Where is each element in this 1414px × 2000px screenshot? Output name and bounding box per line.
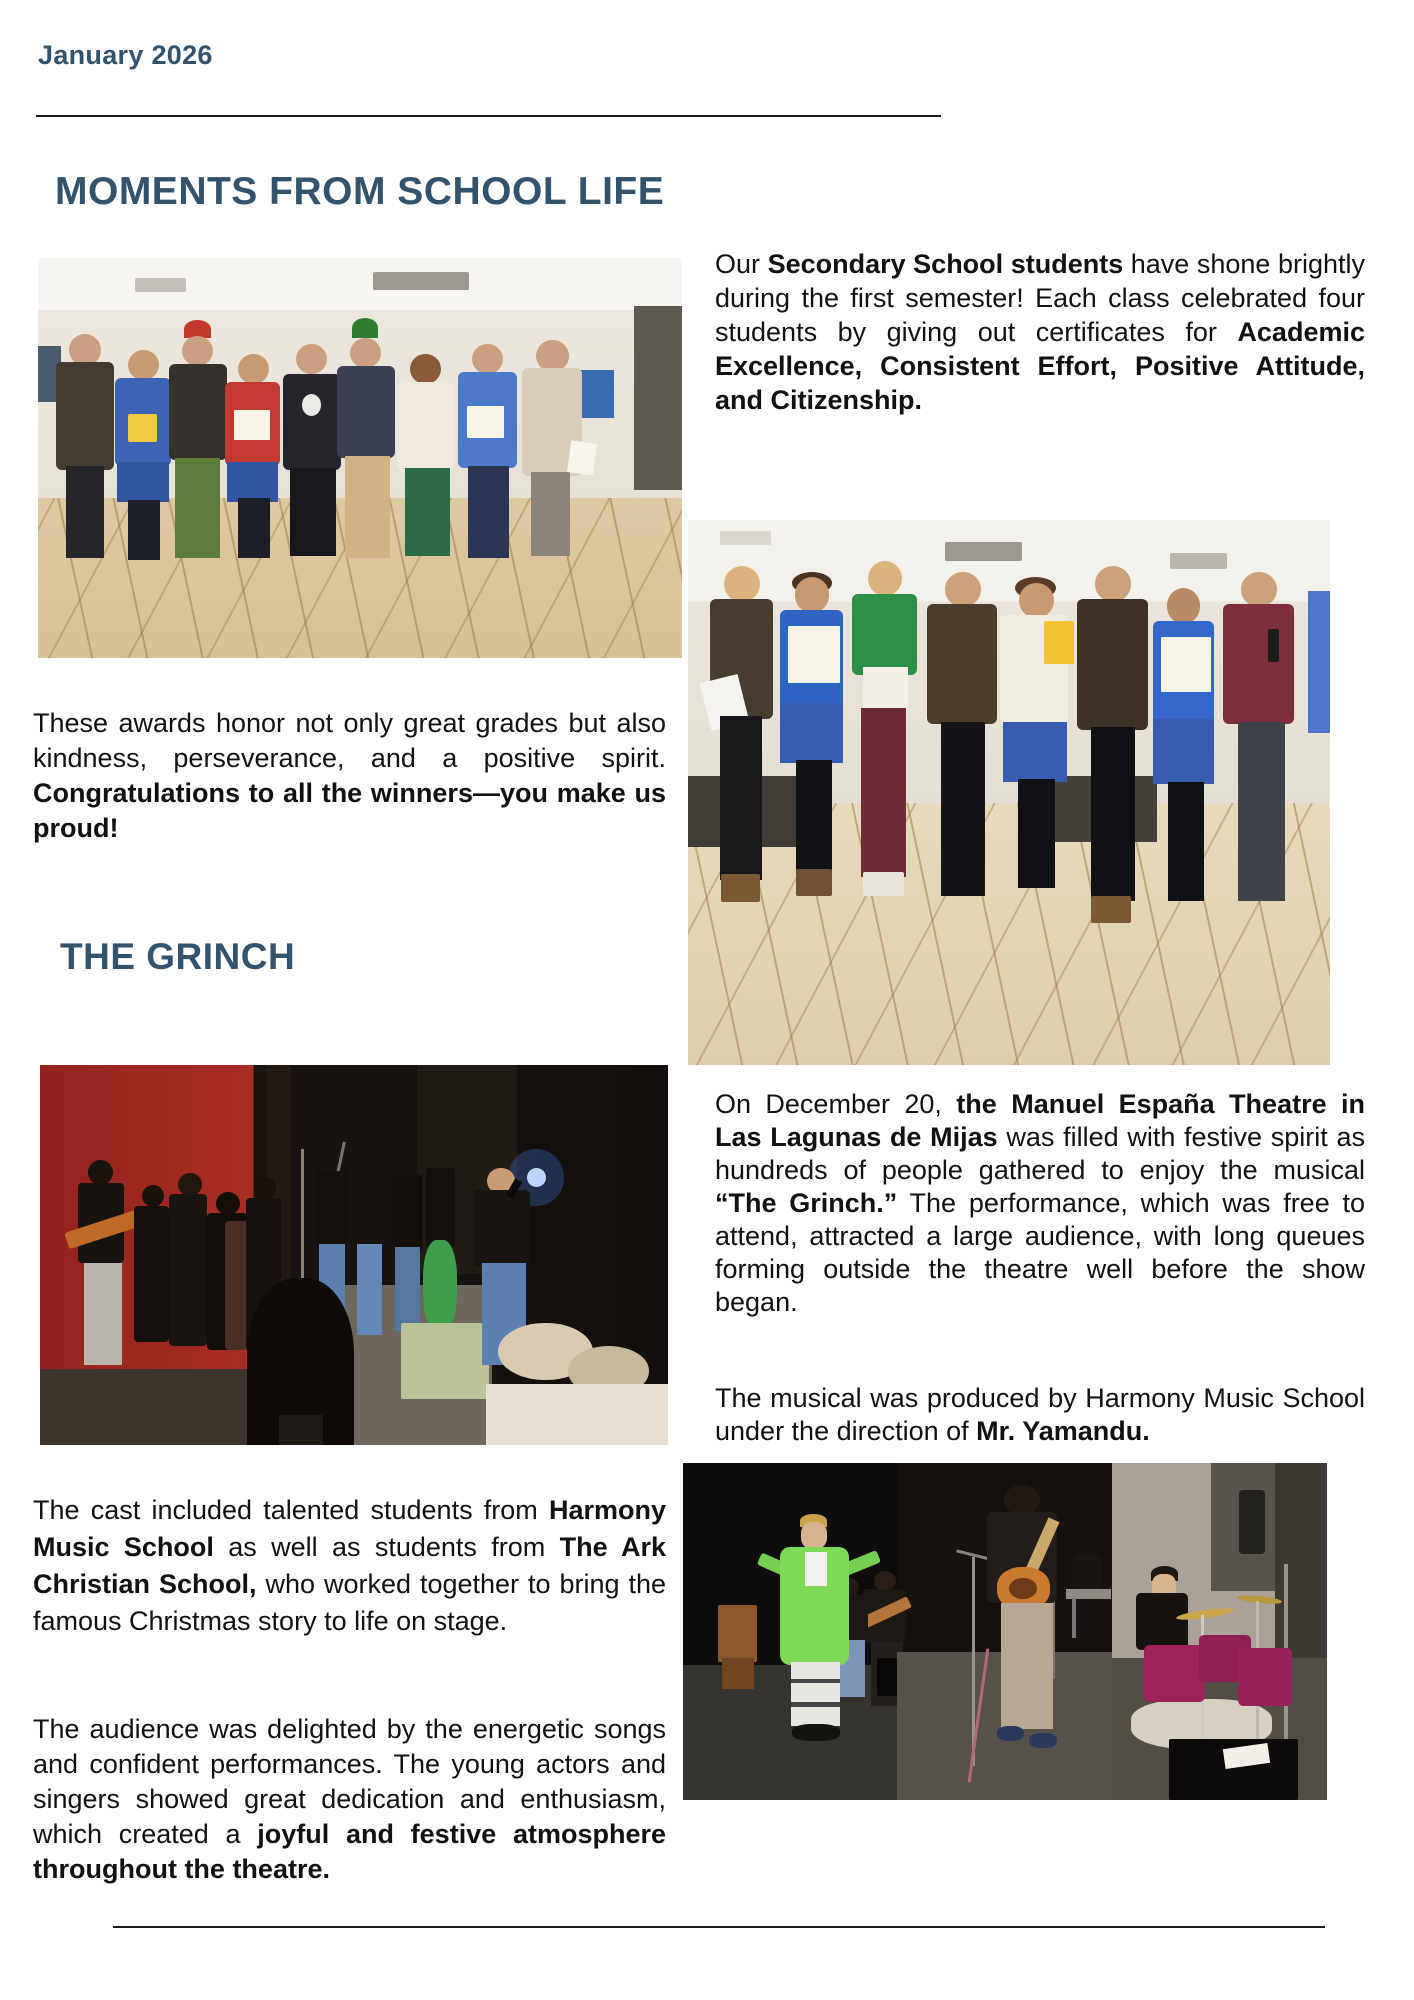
person-silhouette	[316, 1171, 347, 1247]
body-text: as well as students from	[213, 1532, 560, 1562]
person-head	[142, 1185, 165, 1208]
pajama-check	[791, 1702, 840, 1707]
ceiling-vent	[945, 542, 1022, 561]
person-head	[182, 336, 213, 366]
person-torso	[852, 594, 916, 676]
body-text: have shone brightly during the first semester! Each class celebrated four students by giving out certificates for	[715, 249, 1366, 347]
ceiling-vent	[135, 278, 187, 292]
person-legs	[1091, 727, 1135, 901]
bold-text: Secondary School students	[767, 249, 1124, 279]
ceiling-light	[720, 531, 771, 545]
person-head	[238, 354, 269, 384]
paper	[567, 440, 597, 475]
person-silhouette	[392, 1175, 423, 1251]
person-head	[88, 1160, 113, 1185]
awards-outro-paragraph	[33, 706, 666, 846]
person-torso	[397, 382, 455, 470]
grinch-photo-1	[40, 1065, 668, 1445]
pajama-check	[791, 1679, 840, 1684]
shoes	[863, 872, 904, 897]
poster	[579, 370, 614, 418]
person-skirt	[1153, 719, 1215, 784]
person-head	[945, 572, 981, 607]
person-legs	[66, 466, 105, 558]
shoes	[997, 1726, 1024, 1742]
person-shirt	[805, 1552, 827, 1586]
chair	[718, 1605, 757, 1662]
prop-tree	[423, 1240, 457, 1331]
person-torso	[1077, 599, 1148, 730]
person-shirt	[863, 667, 908, 711]
body-text: The musical was produced by Harmony Music School under the direction of	[715, 1383, 1365, 1446]
person-torso	[1223, 604, 1294, 724]
bold-text: Academic Excellence, Consistent Effort, Positive Attitude, and Citizenship.	[715, 317, 1365, 415]
person-legs	[345, 456, 390, 558]
person-legs	[405, 468, 450, 556]
person-silhouette	[426, 1168, 455, 1248]
person-legs	[175, 458, 220, 558]
stage-light	[527, 1168, 546, 1187]
bold-text: The Ark Christian School,	[33, 1532, 666, 1599]
person-legs	[1238, 722, 1286, 902]
person-head	[410, 354, 441, 384]
person-head	[795, 577, 830, 612]
person-torso	[337, 366, 395, 458]
person-head	[868, 561, 903, 596]
person-skirt	[780, 703, 843, 763]
person-head	[1019, 583, 1054, 618]
awards-intro-paragraph	[715, 247, 1365, 417]
person-head	[801, 1522, 827, 1549]
ceiling-vent	[373, 272, 470, 290]
bed-sheet	[486, 1384, 668, 1445]
person-head	[1241, 572, 1277, 607]
grinch-photo-2	[683, 1463, 1327, 1800]
award-box	[128, 414, 157, 442]
person-torso	[283, 374, 341, 470]
dresser	[401, 1323, 489, 1399]
body-text: was filled with festive spirit as hundreds of people gathered to enjoy the musical	[715, 1122, 1365, 1185]
stool	[279, 1415, 323, 1445]
person-head	[216, 1192, 240, 1215]
certificate	[788, 626, 839, 683]
person-silhouette	[1073, 1554, 1103, 1591]
award-box	[1044, 621, 1075, 665]
section-title-grinch: THE GRINCH	[60, 936, 296, 977]
person-legs	[238, 498, 270, 558]
person-silhouette	[169, 1194, 207, 1346]
certificate	[234, 410, 269, 440]
pajama-pants	[791, 1662, 840, 1726]
person-head	[296, 344, 327, 374]
ceiling-vent	[1170, 553, 1228, 569]
person-head	[724, 566, 760, 601]
person-head	[350, 338, 381, 368]
bold-text: Congratulations to all the winners—you make us proud!	[33, 778, 666, 843]
door	[634, 306, 682, 490]
person-torso	[1136, 1593, 1188, 1650]
person-legs	[861, 708, 906, 877]
person-head	[178, 1173, 202, 1196]
person-torso	[1308, 591, 1330, 733]
drum	[1238, 1648, 1292, 1705]
person-legs	[395, 1247, 420, 1331]
awards-photo-1	[38, 258, 682, 658]
bold-text: the Manuel España Theatre in Las Lagunas de Mijas	[715, 1089, 1365, 1152]
bottom-divider	[113, 1926, 1325, 1928]
person-head	[472, 344, 503, 374]
elf-hat	[352, 318, 378, 338]
page-title: MOMENTS FROM SCHOOL LIFE	[55, 170, 665, 213]
body-text: These awards honor not only great grades but also kindness, perseverance, and a positive spirit.	[33, 708, 666, 773]
person-legs	[1001, 1603, 1053, 1729]
issue-date: January 2026	[38, 40, 213, 70]
bold-text: “The Grinch.”	[715, 1188, 898, 1218]
stage-floor	[40, 1369, 279, 1445]
grinch-intro-paragraph	[715, 1088, 1365, 1319]
body-text: The performance, which was free to attend, attracted a large audience, with long queues forming outside the theatre well before the show began.	[715, 1188, 1365, 1317]
certificate	[467, 406, 504, 438]
body-text: The audience was delighted by the energetic songs and confident performances. The young actors and singers showed great dedication and enthusiasm, which created a	[33, 1714, 666, 1849]
person-legs	[941, 722, 985, 896]
grinch-audience-paragraph	[33, 1712, 666, 1887]
person-legs	[128, 500, 160, 560]
person-silhouette	[134, 1206, 169, 1343]
person-legs	[531, 472, 570, 556]
boots	[1091, 896, 1131, 923]
person-torso	[473, 1190, 530, 1266]
drum	[1144, 1645, 1205, 1702]
person-legs	[720, 716, 762, 880]
awards-photo-2	[688, 520, 1330, 1065]
person-hair	[1004, 1485, 1040, 1515]
person-skirt	[1003, 722, 1067, 782]
person-head	[874, 1571, 896, 1591]
top-divider	[36, 115, 941, 117]
body-text: who worked together to bring the famous Christmas story to life on stage.	[33, 1569, 667, 1636]
shoes	[792, 1724, 840, 1741]
bold-text: Mr. Yamandu.	[976, 1416, 1150, 1446]
chair-legs	[722, 1658, 754, 1688]
shoes	[1029, 1733, 1056, 1749]
person-skirt	[227, 462, 279, 502]
grinch-producer-paragraph	[715, 1382, 1365, 1448]
body-text: The cast included talented students from	[33, 1495, 549, 1525]
bold-text: joyful and festive atmosphere throughout the theatre.	[33, 1819, 666, 1884]
grinch-cast-paragraph	[33, 1492, 666, 1640]
bold-text: Harmony Music School	[33, 1495, 666, 1562]
person-torso	[56, 362, 114, 470]
person-torso	[927, 604, 998, 724]
keyboard-stand	[1072, 1598, 1076, 1638]
person-skirt	[117, 462, 169, 502]
person-head	[1167, 588, 1200, 623]
person-torso	[169, 364, 227, 460]
person-legs	[1168, 782, 1204, 902]
person-head	[1095, 566, 1131, 601]
person-head	[128, 350, 159, 380]
microphone	[1268, 629, 1278, 662]
boots	[721, 874, 760, 901]
person-silhouette	[1239, 1490, 1265, 1554]
boots	[796, 869, 832, 896]
body-text: Our	[715, 249, 768, 279]
person-head	[254, 1177, 277, 1200]
person-silhouette	[354, 1164, 385, 1248]
certificate	[1161, 637, 1211, 692]
person-legs	[796, 760, 832, 874]
person-legs	[1018, 779, 1055, 888]
person-legs	[468, 466, 509, 558]
person-legs	[290, 468, 335, 556]
person-legs	[84, 1263, 122, 1366]
person-legs	[357, 1244, 382, 1335]
body-text: On December 20,	[715, 1089, 957, 1119]
